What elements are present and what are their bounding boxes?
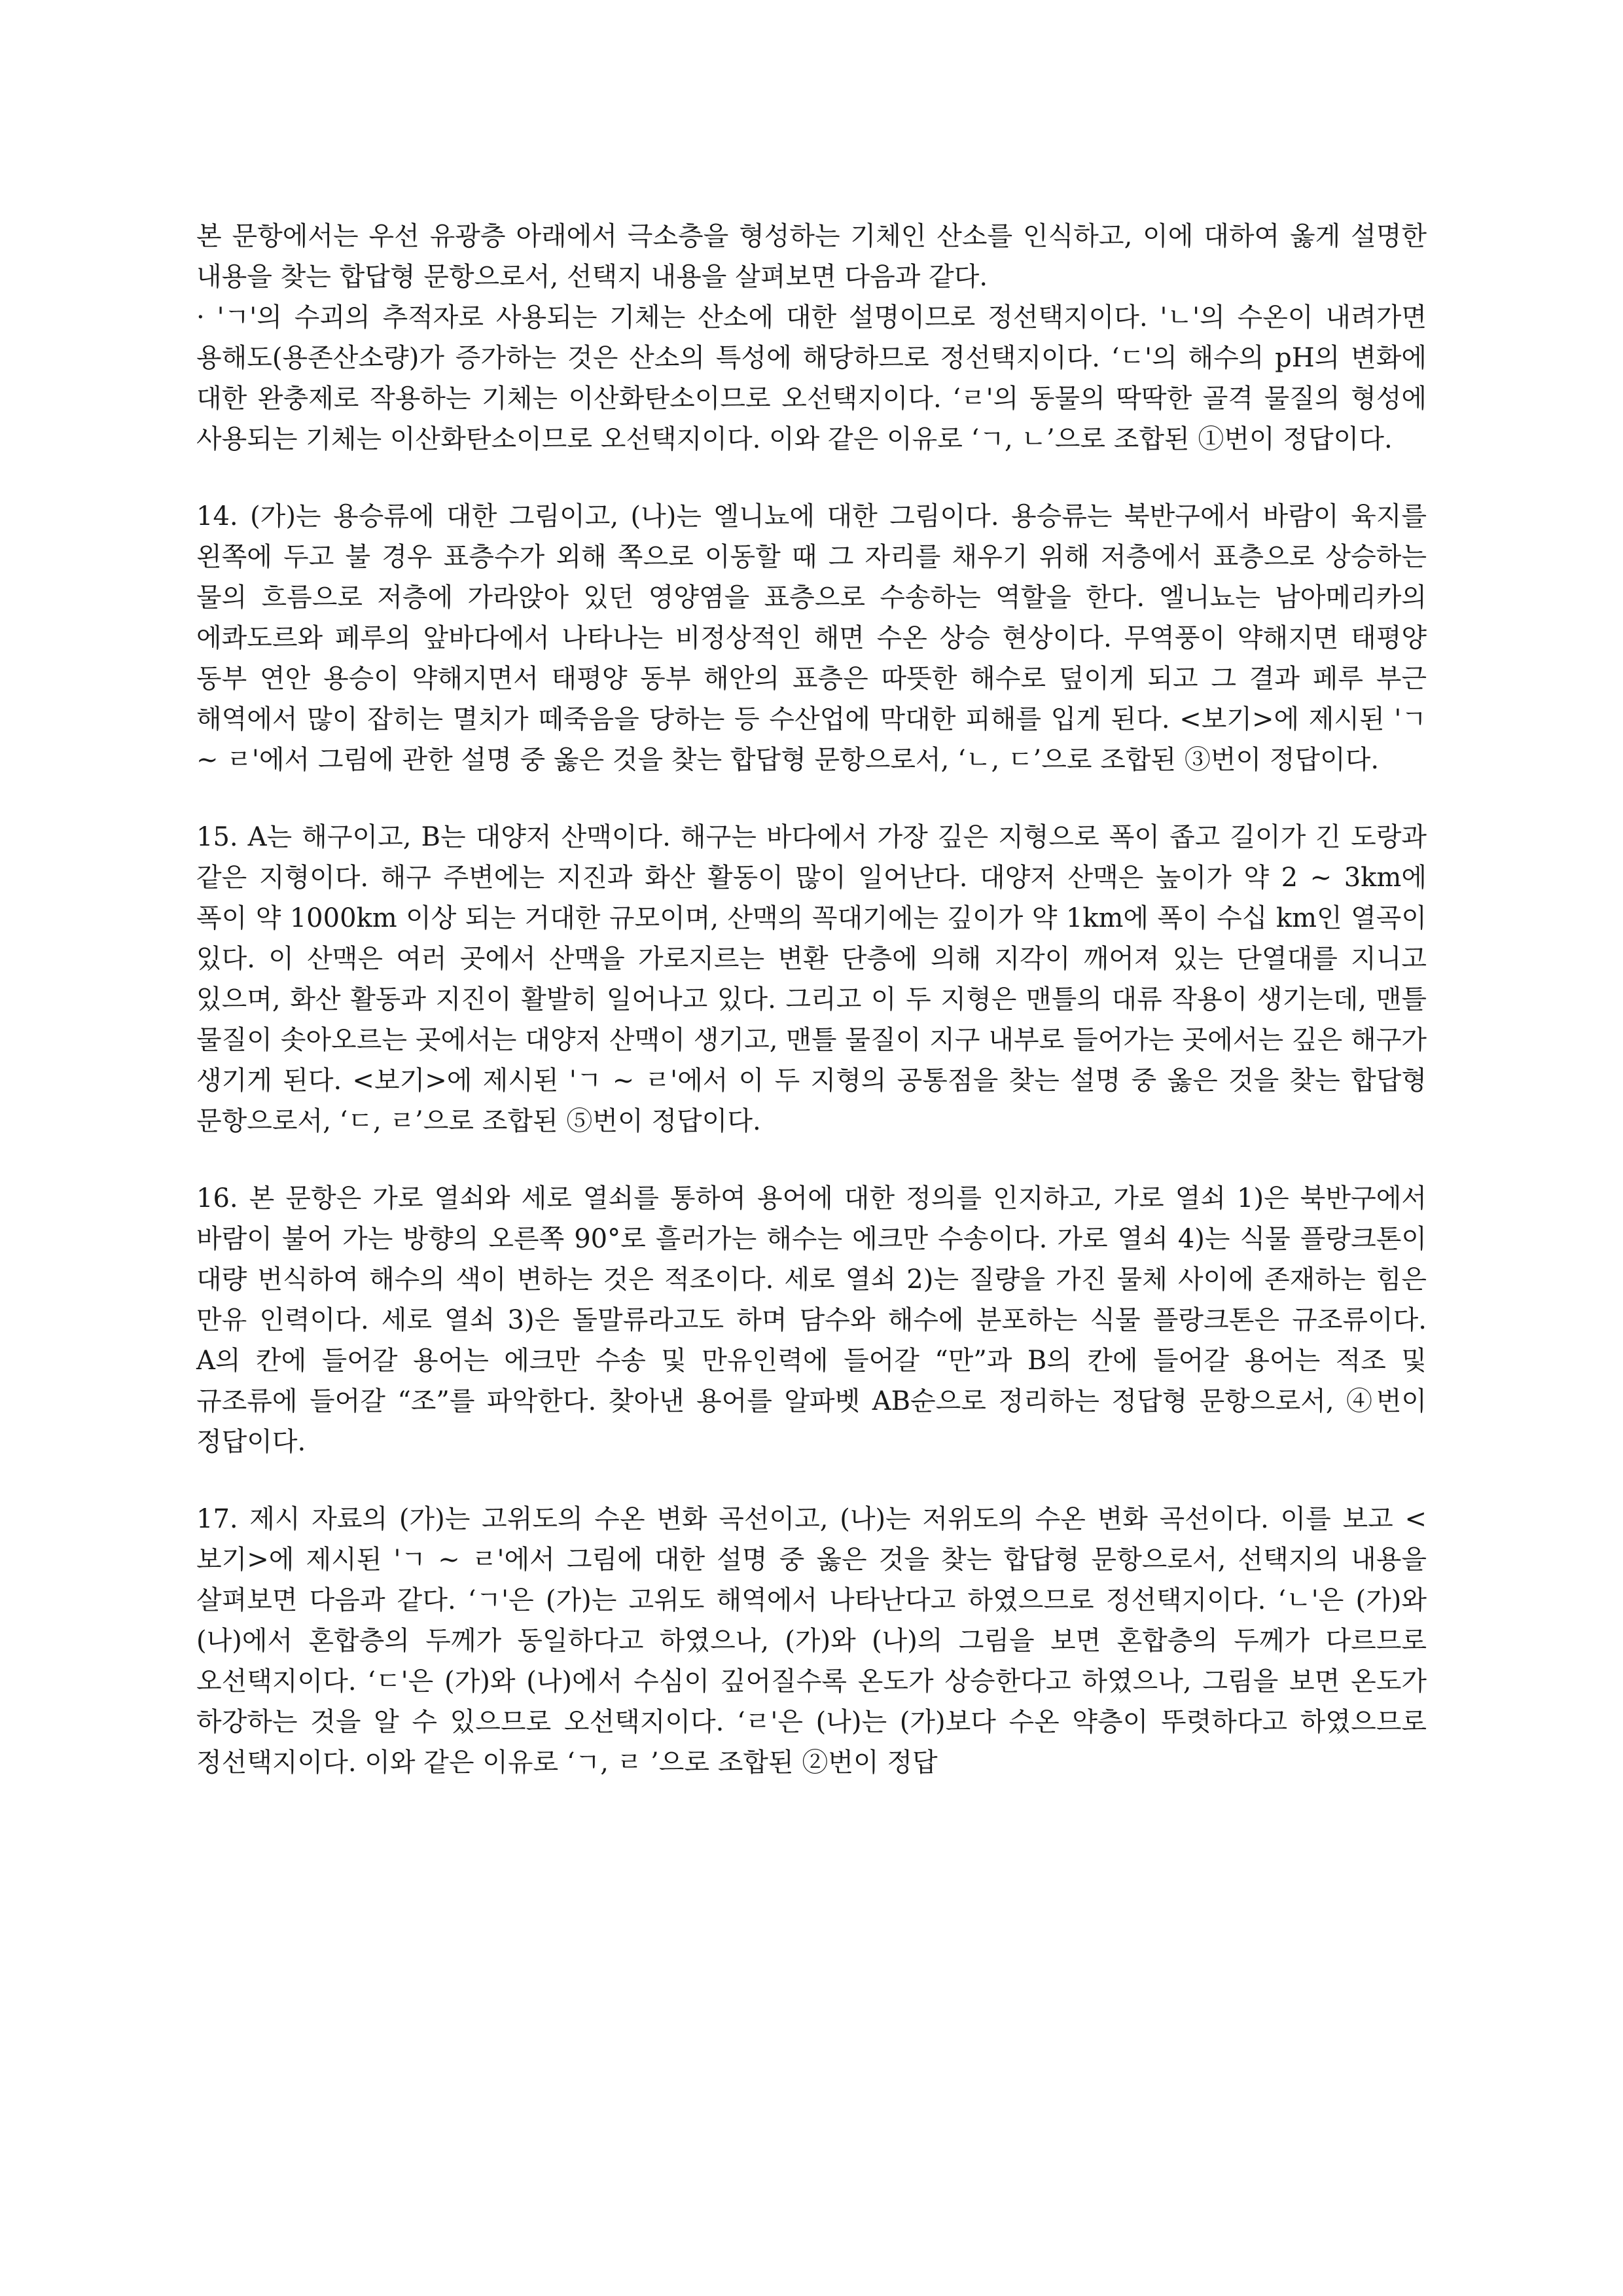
document-page — [196, 216, 1427, 1783]
paragraph-question-16: 16. 본 문항은 가로 열쇠와 세로 열쇠를 통하여 용어에 대한 정의를 인지하고, 가로 열쇠 1)은 북반구에서 바람이 불어 가는 방향의 오른쪽 90°로 흘러가는 해수는 에크만 수송이다. 가로 열쇠 4)는 식물 플랑크톤이 대량 번식하여 해수의 색이 변하는 것은 적조이다. 세로 열쇠 2)는 질량을 가진 물체 사이에 존재하는 힘은 만유 인력이다. 세로 열쇠 3)은 돌말류라고도 하며 담수와 해수에 분포하는 식물 플랑크톤은 규조류이다. A의 칸에 들어갈 용어는 에크만 수송 및 만유인력에 들어갈 “만”과 B의 칸에 들어갈 용어는 적조 및 규조류에 들어갈 “조”를 파악한다. 찾아낸 용어를 알파벳 AB순으로 정리하는 정답형 문항으로서, ④번이 정답이다. — [196, 1183, 1427, 1457]
paragraph-intro: 본 문항에서는 우선 유광층 아래에서 극소층을 형성하는 기체인 산소를 인식하고, 이에 대하여 옳게 설명한 내용을 찾는 합답형 문항으로서, 선택지 내용을 살펴보면 다음과 같다. — [196, 221, 1427, 292]
paragraph-question-14: 14. (가)는 용승류에 대한 그림이고, (나)는 엘니뇨에 대한 그림이다. 용승류는 북반구에서 바람이 육지를 왼쪽에 두고 불 경우 표층수가 외해 쪽으로 이동할 때 그 자리를 채우기 위해 저층에서 표층으로 상승하는 물의 흐름으로 저층에 가라앉아 있던 영양염을 표층으로 수송하는 역할을 한다. 엘니뇨는 남아메리카의 에콰도르와 페루의 앞바다에서 나타나는 비정상적인 해면 수온 상승 현상이다. 무역풍이 약해지면 태평양 동부 연안 용승이 약해지면서 태평양 동부 해안의 표층은 따뜻한 해수로 덮이게 되고 그 결과 페루 부근 해역에서 많이 잡히는 멸치가 떼죽음을 당하는 등 수산업에 막대한 피해를 입게 된다. <보기>에 제시된 'ㄱ ~ ㄹ'에서 그림에 관한 설명 중 옳은 것을 찾는 합답형 문항으로서, ‘ㄴ, ㄷ’으로 조합된 ③번이 정답이다. — [196, 501, 1427, 775]
paragraph-question-15: 15. A는 해구이고, B는 대양저 산맥이다. 해구는 바다에서 가장 깊은 지형으로 폭이 좁고 길이가 긴 도랑과 같은 지형이다. 해구 주변에는 지진과 화산 활동이 많이 일어난다. 대양저 산맥은 높이가 약 2 ~ 3km에 폭이 약 1000km 이상 되는 거대한 규모이며, 산맥의 꼭대기에는 깊이가 약 1km에 폭이 수십 km인 열곡이 있다. 이 산맥은 여러 곳에서 산맥을 가로지르는 변환 단층에 의해 지각이 깨어져 있는 단열대를 지니고 있으며, 화산 활동과 지진이 활발히 일어나고 있다. 그리고 이 두 지형은 맨틀의 대류 작용이 생기는데, 맨틀 물질이 솟아오르는 곳에서는 대양저 산맥이 생기고, 맨틀 물질이 지구 내부로 들어가는 곳에서는 깊은 해구가 생기게 된다. <보기>에 제시된 'ㄱ ~ ㄹ'에서 이 두 지형의 공통점을 찾는 설명 중 옳은 것을 찾는 합답형 문항으로서, ‘ㄷ, ㄹ’으로 조합된 ⑤번이 정답이다. — [196, 822, 1427, 1136]
paragraph-intro-detail: · 'ㄱ'의 수괴의 추적자로 사용되는 기체는 산소에 대한 설명이므로 정선택지이다. 'ㄴ'의 수온이 내려가면 용해도(용존산소량)가 증가하는 것은 산소의 특성에 해당하므로 정선택지이다. ‘ㄷ'의 해수의 pH의 변화에 대한 완충제로 작용하는 기체는 이산화탄소이므로 오선택지이다. ‘ㄹ'의 동물의 딱딱한 골격 물질의 형성에 사용되는 기체는 이산화탄소이므로 오선택지이다. 이와 같은 이유로 ‘ㄱ, ㄴ’으로 조합된 ①번이 정답이다. — [196, 302, 1427, 454]
paragraph-question-17: 17. 제시 자료의 (가)는 고위도의 수온 변화 곡선이고, (나)는 저위도의 수온 변화 곡선이다. 이를 보고 <보기>에 제시된 'ㄱ ~ ㄹ'에서 그림에 대한 설명 중 옳은 것을 찾는 합답형 문항으로서, 선택지의 내용을 살펴보면 다음과 같다. ‘ㄱ'은 (가)는 고위도 해역에서 나타난다고 하였으므로 정선택지이다. ‘ㄴ'은 (가)와 (나)에서 혼합층의 두께가 동일하다고 하였으나, (가)와 (나)의 그림을 보면 혼합층의 두께가 다르므로 오선택지이다. ‘ㄷ'은 (가)와 (나)에서 수심이 깊어질수록 온도가 상승한다고 하였으나, 그림을 보면 온도가 하강하는 것을 알 수 있으므로 오선택지이다. ‘ㄹ'은 (나)는 (가)보다 수온 약층이 뚜렷하다고 하였으므로 정선택지이다. 이와 같은 이유로 ‘ㄱ, ㄹ ’으로 조합된 ②번이 정답 — [196, 1504, 1427, 1778]
